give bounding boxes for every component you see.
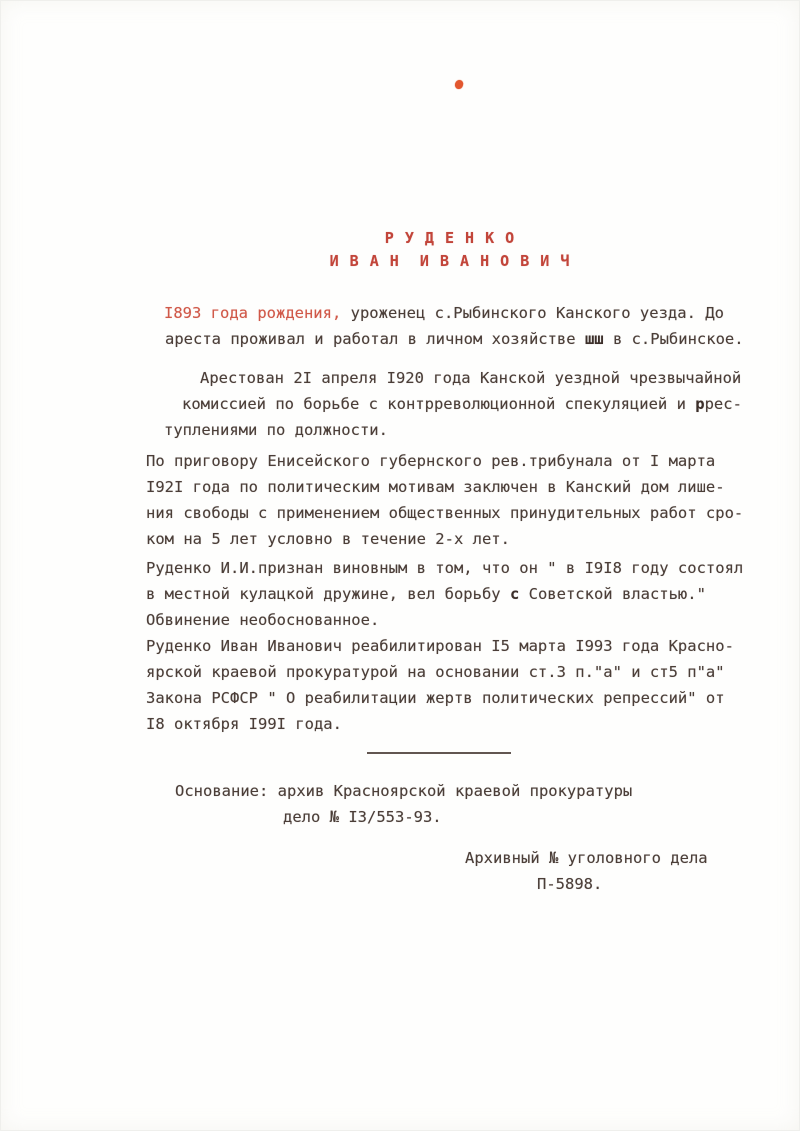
red-typed-segment: I893 года рождения, [164, 304, 342, 322]
archive-number-block [465, 845, 708, 897]
text-line [146, 581, 771, 607]
title-surname: Р У Д Е Н К О [384, 229, 516, 247]
text-line: I8 октября I99I года. [146, 715, 342, 733]
paragraph-birth [146, 300, 771, 352]
text-segment: в с.Рыбинское. [603, 330, 744, 348]
title-given-names: И В А Н И В А Н О В И Ч [329, 252, 571, 270]
overtype-segment: шш [584, 330, 604, 348]
document-title [150, 227, 750, 273]
text-line: По приговору Енисейского губернского рев.трибунала от I марта [146, 452, 716, 470]
text-segment: рес- [704, 395, 742, 413]
paragraph-arrest [146, 365, 771, 443]
paragraph-rehabilitation [146, 633, 771, 737]
text-line [182, 391, 771, 417]
basis-block [175, 778, 632, 830]
text-line: I92I года по политическим мотивам заключен в Канский дом лише- [146, 478, 725, 496]
archive-label: Архивный № уголовного дела [465, 849, 708, 867]
document-body [146, 300, 771, 737]
basis-case-number: дело № I3/553-93. [283, 808, 442, 826]
text-line: ярской краевой прокуратурой на основании ст.3 п."а" и ст5 п"а" [146, 663, 725, 681]
text-line: Закона РСФСР " О реабилитации жертв политических репрессий" от [146, 689, 725, 707]
text-segment: комиссией по борьбе с контрреволюционной спекуляцией и [182, 395, 696, 413]
text-line: ния свободы с применением общественных принудительных работ сро- [146, 504, 744, 522]
text-line [165, 326, 771, 352]
basis-source: Основание: архив Красноярской краевой прокуратуры [175, 782, 633, 800]
text-line [164, 300, 771, 326]
text-line: ком на 5 лет условно в течение 2-х лет. [146, 530, 510, 548]
archive-number: П-5898. [537, 875, 603, 893]
paragraph-sentence [146, 448, 771, 552]
text-segment: ареста проживал и работал в личном хозяйстве [165, 330, 585, 348]
text-line: Руденко Иван Иванович реабилитирован I5 марта I993 года Красно- [146, 637, 734, 655]
red-ink-dot [454, 79, 464, 89]
text-segment: в местной кулацкой дружине, вел борьбу [146, 585, 510, 603]
typed-dash-divider [367, 752, 511, 754]
text-segment: уроженец с.Рыбинского Канского уезда. До [341, 304, 724, 322]
overtype-segment: с [509, 585, 520, 603]
overtype-segment: р [695, 395, 705, 413]
text-segment: Советской властью." [519, 585, 706, 603]
text-line: туплениями по должности. [164, 421, 388, 439]
text-line: Арестован 2I апреля I920 года Канской уездной чрезвычайной [200, 369, 742, 387]
paragraph-accusation [146, 555, 771, 633]
text-line: Руденко И.И.признан виновным в том, что он " в I9I8 году состоял [146, 559, 744, 577]
text-line: Обвинение необоснованное. [146, 611, 380, 629]
